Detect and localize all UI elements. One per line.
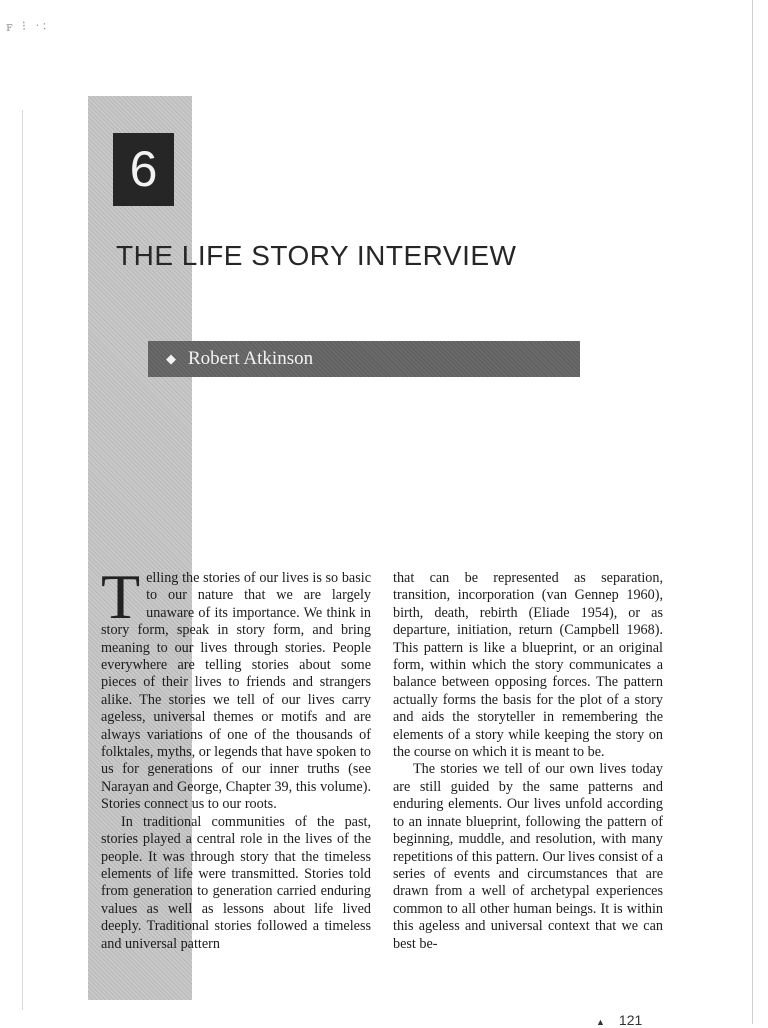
left-paragraph-1-text: elling the stories of our lives is so basic to our nature that we are largely unaware of its importance. We think in story form, speak in story form, and bring meaning to our lives through stories. People everywhere are telling stories about some pieces of their lives to friends and strangers alike. The stories we tell of our lives carry ageless, universal themes or motifs and are always variations of one of the thousands of folktales, myths, or legends that have spoken to us for generations of our inner truths (see Narayan and George, Chapter 39, this volume). Stories connect us to our roots. [101,570,371,813]
right-page-edge [752,0,753,1024]
left-paragraph-1 [101,561,371,814]
right-paragraph-1: that can be represented as separation, transition, incorporation (van Gennep 1960), birth, death, rebirth (Eliade 1954), or as departure, initiation, return (Campbell 1968). This pattern is like a blueprint, or an original form, within which the story communicates a balance between opposing forces. The pattern actually forms the basis for the plot of a story and aids the storyteller in remembering the elements of a story while keeping the story on the course on which it is meant to be. [393,570,663,761]
chapter-title: THE LIFE STORY INTERVIEW [116,240,517,271]
author-bar [148,341,580,377]
drop-cap: T [101,561,141,632]
page-number: 121 [618,1012,643,1028]
scan-artifact: ꜰ ⁝ ·: [5,16,50,35]
diamond-icon: ◆ [166,351,176,366]
left-paragraph-2: In traditional communities of the past, stories played a central role in the lives of the people. It was through story that the timeless elements of life were transmitted. Stories told from generation to generation carried enduring values as well as lessons about life lived deeply. Traditional stories followed a timeless and universal pattern [101,813,371,952]
left-page-edge [22,110,23,1010]
page-footer [596,1012,642,1028]
author-name: Robert Atkinson [188,348,314,369]
right-paragraph-2: The stories we tell of our own lives today are still guided by the same patterns and enduring elements. Our lives unfold according to an innate blueprint, following the pattern of beginning, muddle, and resolution, with many repetitions of this pattern. Our lives consist of a series of events and circumstances that are drawn from a well of archetypal experiences common to all other human beings. It is within this ageless and universal context that we can best be- [393,761,663,952]
right-column [393,570,663,953]
chapter-number-box: 6 [113,133,174,206]
triangle-up-icon: ▲ [596,1017,605,1027]
left-column [101,561,371,953]
